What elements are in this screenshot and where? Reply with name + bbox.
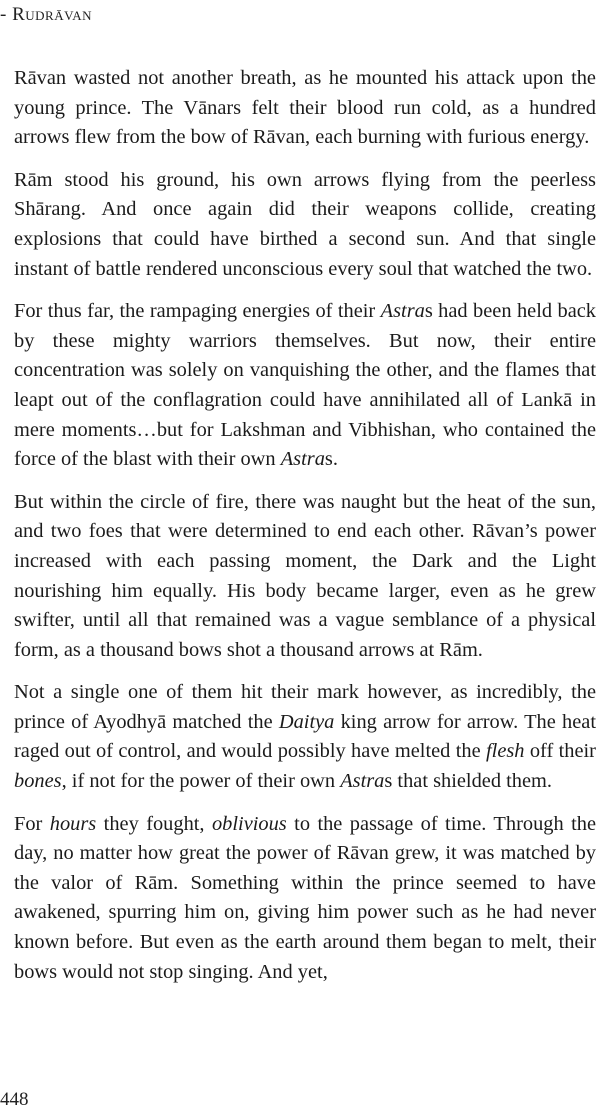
italic-term: Astra xyxy=(280,448,325,471)
text-run: s that shielded them. xyxy=(384,770,553,793)
italic-term: oblivious xyxy=(211,812,287,835)
text-run: For thus far, the rampaging energies of their xyxy=(14,300,381,323)
page-number: 448 xyxy=(0,1089,29,1110)
paragraph-4: But within the circle of fire, there was naught but the heat of the sun, and two foes that were determined to end each other. Rāvan’s power increased with each passing moment, the Dark and the Light nourishing him equally. His body became larger, even as he grew swifter, until all that remained was a vague semblance of a physical form, as a thousand bows shot a thousand arrows at Rām. xyxy=(14,490,596,661)
italic-term: Astra xyxy=(340,770,385,793)
italic-term: flesh xyxy=(485,740,525,763)
italic-term: Daitya xyxy=(278,710,335,733)
paragraph-3 xyxy=(14,297,596,475)
text-run: Not a single one of them hit their mark however, as incredibly, the prince of Ayodhyā matched the xyxy=(14,681,596,733)
body-text xyxy=(14,64,596,1000)
italic-term: hours xyxy=(49,812,97,835)
paragraph-1: Rāvan wasted not another breath, as he mounted his attack upon the young prince. The Vānars felt their blood run cold, as a hundred arrows flew from the bow of Rāvan, each burning with furious energy. xyxy=(14,67,596,149)
italic-term: bones xyxy=(14,770,62,793)
text-run: they fought, xyxy=(96,812,212,835)
italic-term: Astra xyxy=(380,300,425,323)
text-run: to the passage of time. Through the day, no matter how great the power of Rāvan grew, it was matched by the valor of Rām. Something within the prince seemed to have awakened, spurring him on, giving him power such as he had never known before. But even as the earth around them began to melt, their bows would not stop singing. And yet, xyxy=(14,812,596,983)
running-head: - Rudrāvan xyxy=(0,4,93,25)
text-run: off their xyxy=(524,740,596,763)
paragraph-2: Rām stood his ground, his own arrows flying from the peerless Shārang. And once again did their weapons collide, creating explosions that could have birthed a second sun. And that single instant of battle rendered unconscious every soul that watched the two. xyxy=(14,168,596,280)
text-run: s. xyxy=(324,448,338,471)
paragraph-6 xyxy=(14,810,596,988)
text-run: , if not for the power of their own xyxy=(61,770,341,793)
text-run: s had been held back by these mighty warriors themselves. But now, their entire concentration was solely on vanquishing the other, and the flames that leapt out of the conflagration could have annihilated all of Lankā in mere moments…but for Lakshman and Vibhishan, who contained the force of the blast with their own xyxy=(14,300,596,471)
paragraph-5 xyxy=(14,678,596,796)
text-run: For xyxy=(14,812,50,835)
text-run: king arrow for arrow. The heat raged out of control, and would possibly have melted the xyxy=(14,710,596,763)
